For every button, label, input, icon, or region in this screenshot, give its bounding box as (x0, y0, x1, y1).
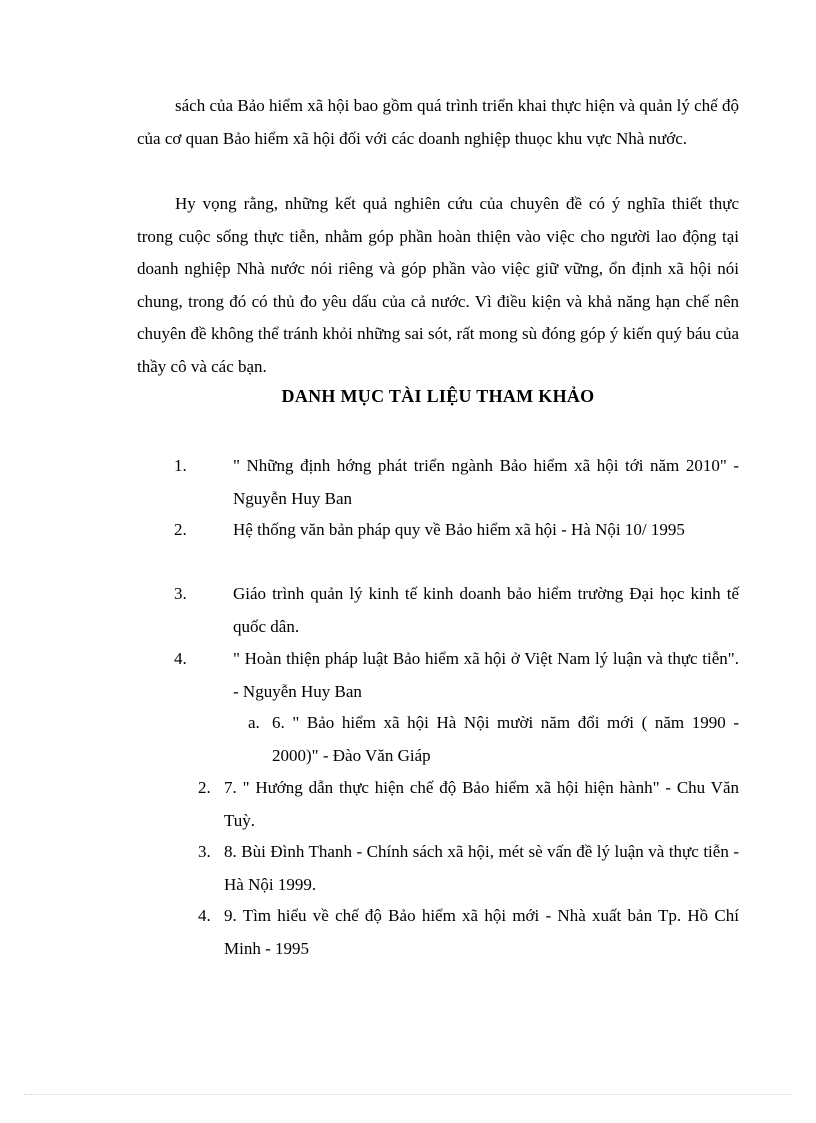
reference-text: " Hoàn thiện pháp luật Bảo hiểm xã hội ở Việt Nam lý luận và thực tiễn". - Nguyễn Huy Ban (233, 649, 739, 701)
reference-number: 2. (198, 778, 211, 797)
reference-text: 6. " Bảo hiểm xã hội Hà Nội mười năm đổi mới ( năm 1990 - 2000)" - Đào Văn Giáp (272, 713, 739, 765)
reference-number: 2. (174, 520, 187, 539)
reference-number: 3. (198, 842, 211, 861)
reference-number: 4. (198, 906, 211, 925)
reference-number: 3. (174, 584, 187, 603)
reference-number: 1. (174, 456, 187, 475)
references-heading: DANH MỤC TÀI LIỆU THAM KHẢO (281, 386, 595, 406)
reference-number: 4. (174, 649, 187, 668)
body-paragraph-2: Hy vọng rằng, những kết quả nghiên cứu của chuyên đề có ý nghĩa thiết thực trong cuộc sống thực tiễn, nhằm góp phần hoàn thiện vào việc cho người lao động tại doanh nghiệp Nhà nước nói riêng và góp phần vào việc giữ vững, ổn định xã hội nói chung, trong đó có thủ đo yêu dấu của cả nước. Vì điều kiện và khả năng hạn chế nên chuyên đề không thể tránh khỏi những sai sót, rất mong sù đóng góp ý kiến quý báu của thầy cô và các bạn. (137, 194, 739, 376)
reference-text: Hệ thống văn bản pháp quy về Bảo hiểm xã hội - Hà Nội 10/ 1995 (233, 520, 685, 539)
reference-text: Giáo trình quản lý kinh tế kinh doanh bảo hiểm trường Đại học kinh tế quốc dân. (233, 584, 739, 636)
body-paragraph-1: sách của Bảo hiểm xã hội bao gồm quá trình triển khai thực hiện và quản lý chế độ của cơ quan Bảo hiểm xã hội đối với các doanh nghiệp thuọc khu vực Nhà nước. (137, 96, 739, 148)
page-footer-divider (24, 1094, 792, 1095)
reference-text: " Những định hớng phát triển ngành Bảo hiểm xã hội tới năm 2010" - Nguyễn Huy Ban (233, 456, 739, 508)
reference-number: a. (248, 713, 260, 732)
reference-text: 9. Tìm hiểu về chế độ Bảo hiểm xã hội mới - Nhà xuất bản Tp. Hồ Chí Minh - 1995 (224, 906, 739, 958)
reference-text: 7. " Hướng dẫn thực hiện chế độ Bảo hiểm xã hội hiện hành" - Chu Văn Tuỳ. (224, 778, 739, 830)
reference-text: 8. Bùi Đình Thanh - Chính sách xã hội, mét sè vấn đề lý luận và thực tiễn - Hà Nội 1999. (224, 842, 739, 894)
